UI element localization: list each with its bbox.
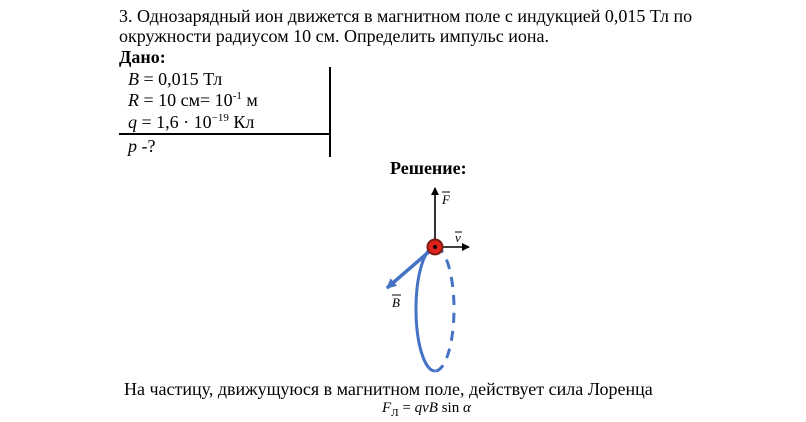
problem-line-2: окружности радиусом 10 см. Определить импульс иона.: [119, 26, 549, 46]
given-b-symbol: B: [128, 69, 139, 89]
given-b-value: = 0,015 Тл: [139, 69, 223, 89]
given-q-exponent: −19: [211, 112, 229, 124]
orbit-dashed-arc: [435, 247, 454, 371]
solution-title: Решение:: [390, 158, 467, 178]
given-q-unit: Кл: [228, 112, 255, 132]
ion-center-dot: [433, 245, 437, 249]
problem-number: 3.: [119, 6, 133, 26]
given-r-unit: м: [241, 90, 258, 110]
given-q-value: = 1,6 · 10: [137, 112, 212, 132]
given-vertical-line: [329, 67, 331, 157]
formula-sin: sin: [437, 400, 463, 416]
force-label: F: [442, 192, 450, 207]
lorentz-formula: [382, 400, 471, 419]
problem-line-1: [119, 6, 692, 26]
given-find: [128, 136, 155, 157]
given-r-value: = 10 см= 10: [139, 90, 233, 110]
formula-alpha: α: [462, 400, 471, 416]
velocity-label: v: [455, 230, 461, 245]
problem-text-1: Однозарядный ион движется в магнитном поле с индукцией 0,015 Тл по: [137, 6, 693, 26]
field-vector-arrow: [387, 250, 431, 288]
given-q-symbol: q: [128, 112, 137, 132]
formula-equals: =: [398, 400, 415, 416]
given-r-symbol: R: [128, 90, 139, 110]
motion-diagram: [375, 180, 495, 390]
given-separator-line: [119, 133, 331, 135]
formula-rhs: qvB: [414, 400, 438, 416]
formula-force-symbol: F: [382, 400, 392, 416]
given-b: [128, 69, 222, 90]
given-heading: Дано:: [119, 47, 166, 67]
lorentz-force-text: На частицу, движущуюся в магнитном поле, действует сила Лоренца: [124, 379, 653, 399]
given-r: [128, 90, 258, 111]
given-r-exponent: -1: [232, 90, 242, 102]
formula-subscript: Л: [391, 407, 399, 419]
given-q: [128, 112, 254, 133]
given-find-text: -?: [137, 136, 156, 156]
given-find-symbol: p: [128, 136, 137, 156]
field-label: B: [392, 295, 400, 310]
orbit-solid-arc: [416, 247, 435, 371]
